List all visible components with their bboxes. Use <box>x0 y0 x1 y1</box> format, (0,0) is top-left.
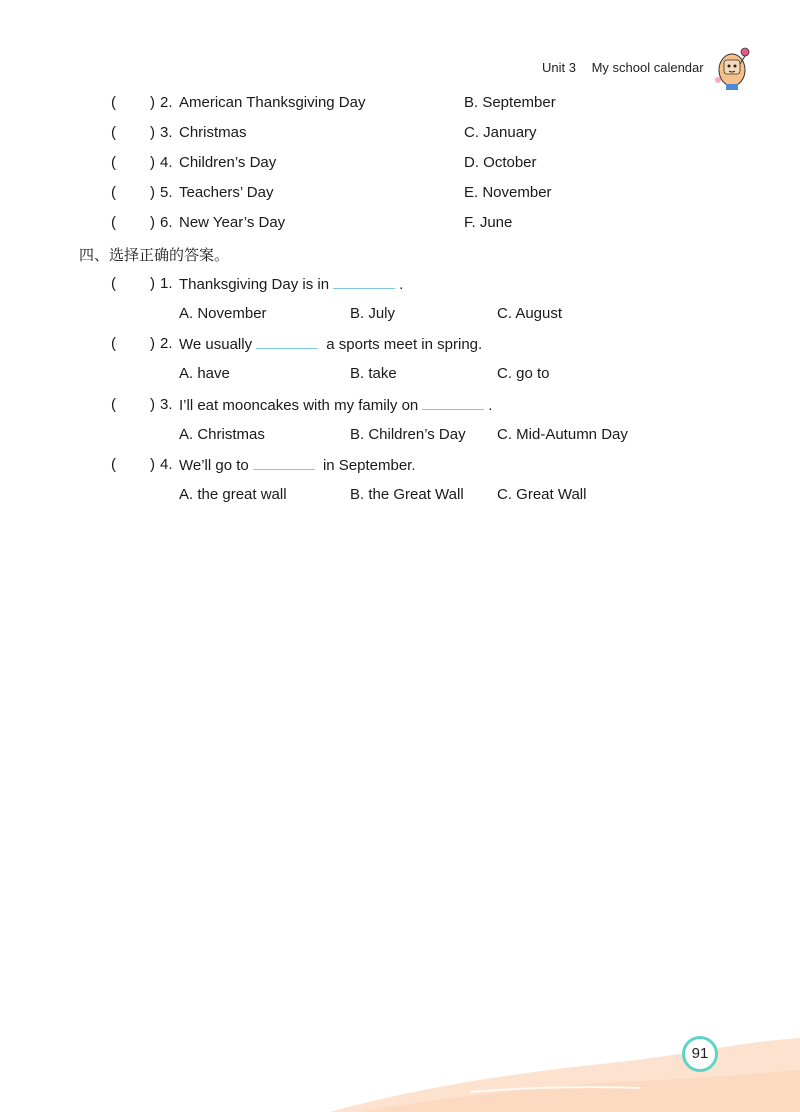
item-text: Children’s Day <box>179 154 277 171</box>
options-row <box>0 485 700 505</box>
option-c: C. go to <box>497 365 550 382</box>
answer-paren-close: ) <box>150 124 155 141</box>
answer-paren-open[interactable]: ( <box>111 94 116 111</box>
question-text-after: . <box>399 276 404 293</box>
page-header <box>542 60 704 75</box>
answer-paren-close: ) <box>150 335 155 352</box>
item-number: 3. <box>160 124 173 141</box>
question-text <box>179 274 403 295</box>
page-number: 91 <box>682 1036 718 1072</box>
answer-paren-open[interactable]: ( <box>111 456 116 473</box>
question-text-before: Thanksgiving Day is in <box>179 276 330 293</box>
item-number: 5. <box>160 184 173 201</box>
question-number: 1. <box>160 275 173 292</box>
answer-blank[interactable] <box>256 334 318 349</box>
item-text: Teachers’ Day <box>179 184 274 201</box>
item-number: 6. <box>160 214 173 231</box>
option-b: B. take <box>350 365 397 382</box>
answer-paren-close: ) <box>150 275 155 292</box>
list-item <box>0 123 700 143</box>
option-a: A. November <box>179 305 267 322</box>
list-item <box>0 93 700 113</box>
question-text <box>179 334 482 355</box>
item-option: F. June <box>464 214 513 231</box>
question-text-before: We usually <box>179 336 253 353</box>
option-a: A. the great wall <box>179 486 287 503</box>
option-c: C. Mid-Autumn Day <box>497 426 628 443</box>
unit-title: My school calendar <box>591 60 704 75</box>
answer-paren-open[interactable]: ( <box>111 154 116 171</box>
question-number: 2. <box>160 335 173 352</box>
options-row <box>0 364 700 384</box>
section-title: 四、选择正确的答案。 <box>79 246 230 264</box>
option-b: B. July <box>350 305 396 322</box>
option-a: A. Christmas <box>179 426 265 443</box>
answer-paren-close: ) <box>150 456 155 473</box>
cartoon-student-mascot-icon <box>710 40 756 92</box>
question-text-after: . <box>488 397 493 414</box>
item-option: E. November <box>464 184 552 201</box>
answer-paren-open[interactable]: ( <box>111 335 116 352</box>
question-text <box>179 395 492 416</box>
option-c: C. August <box>497 305 563 322</box>
answer-paren-open[interactable]: ( <box>111 275 116 292</box>
question-row <box>0 395 700 415</box>
answer-blank[interactable] <box>333 274 395 289</box>
answer-paren-close: ) <box>150 94 155 111</box>
question-text-before: We’ll go to <box>179 457 249 474</box>
item-text: American Thanksgiving Day <box>179 94 366 111</box>
item-text: Christmas <box>179 124 247 141</box>
question-number: 3. <box>160 396 173 413</box>
item-text: New Year’s Day <box>179 214 286 231</box>
option-b: B. the Great Wall <box>350 486 464 503</box>
answer-paren-close: ) <box>150 154 155 171</box>
answer-paren-open[interactable]: ( <box>111 124 116 141</box>
answer-paren-close: ) <box>150 214 155 231</box>
question-row <box>0 455 700 475</box>
item-option: D. October <box>464 154 537 171</box>
question-text-after: in September. <box>322 457 416 474</box>
option-a: A. have <box>179 365 230 382</box>
item-option: C. January <box>464 124 537 141</box>
options-row <box>0 425 700 445</box>
list-item <box>0 213 700 233</box>
item-option: B. September <box>464 94 556 111</box>
option-b: B. Children’s Day <box>350 426 466 443</box>
options-row <box>0 304 700 324</box>
answer-blank[interactable] <box>253 455 315 470</box>
item-number: 2. <box>160 94 173 111</box>
answer-blank[interactable] <box>422 395 484 410</box>
item-number: 4. <box>160 154 173 171</box>
answer-paren-open[interactable]: ( <box>111 184 116 201</box>
footer-wave-decoration <box>0 992 800 1112</box>
question-text-after: a sports meet in spring. <box>326 336 483 353</box>
answer-paren-open[interactable]: ( <box>111 214 116 231</box>
list-item <box>0 153 700 173</box>
unit-label: Unit 3 <box>542 60 576 75</box>
question-text-before: I’ll eat mooncakes with my family on <box>179 397 419 414</box>
answer-paren-close: ) <box>150 184 155 201</box>
question-number: 4. <box>160 456 173 473</box>
answer-paren-close: ) <box>150 396 155 413</box>
answer-paren-open[interactable]: ( <box>111 396 116 413</box>
question-row <box>0 274 700 294</box>
option-c: C. Great Wall <box>497 486 587 503</box>
question-row <box>0 334 700 354</box>
list-item <box>0 183 700 203</box>
question-text <box>179 455 416 476</box>
